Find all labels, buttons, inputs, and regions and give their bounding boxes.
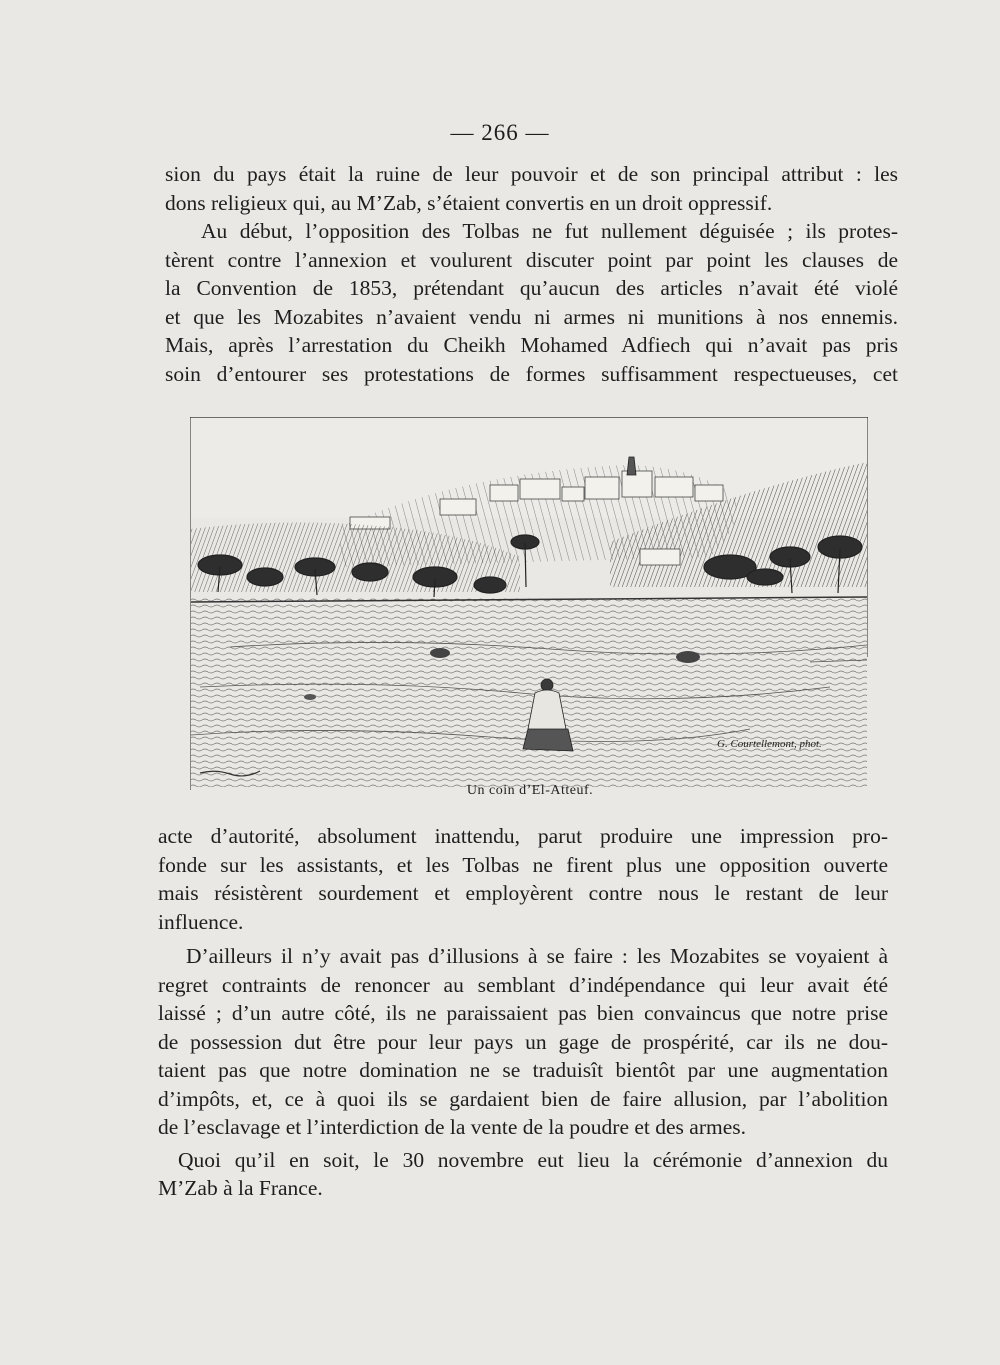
text-line: soin d’entourer ses protestations de formes suffisamment respectueuses, cet [165, 361, 898, 386]
text-line: de possession dut être pour leur pays un gage de prospérité, car ils ne dou- [158, 1029, 888, 1054]
text-line: fonde sur les assistants, et les Tolbas ne firent plus une opposition ouverte [158, 852, 888, 877]
text-line: tèrent contre l’annexion et voulurent discuter point par point les clauses de [165, 247, 898, 272]
text-line: sion du pays était la ruine de leur pouvoir et de son principal attribut : les [165, 162, 898, 186]
text-line: dons religieux qui, au M’Zab, s’étaient convertis en un droit oppressif. [165, 190, 773, 215]
text-line: d’impôts, et, ce à quoi ils se gardaient bien de faire allusion, par l’abolition [158, 1086, 888, 1111]
text-line: la Convention de 1853, prétendant qu’aucun des articles n’avait été violé [165, 276, 898, 300]
text-line: mais résistèrent sourdement et employèrent contre nous le restant de leur [158, 881, 888, 905]
text-line: influence. [158, 909, 244, 934]
engraving-illustration [190, 417, 868, 790]
figure-caption: Un coin d’El-Atteuf. [466, 783, 594, 798]
landscape-engraving [190, 417, 868, 790]
top-text-block [165, 160, 898, 388]
text-line: acte d’autorité, absolument inattendu, parut produire une impression pro- [158, 824, 888, 848]
text-line: D’ailleurs il n’y avait pas d’illusions à se faire : les Mozabites se voyaient à [186, 944, 888, 968]
text-line: et que les Mozabites n’avaient vendu ni armes ni munitions à nos ennemis. [165, 304, 898, 329]
text-line: M’Zab à la France. [158, 1176, 323, 1200]
bottom-text-block [158, 822, 888, 1203]
text-line: laissé ; d’un autre côté, ils ne paraissaient pas bien convaincus que notre prise [158, 1001, 888, 1025]
text-line: taient pas que notre domination ne se traduisît bientôt par une augmentation [158, 1058, 888, 1082]
page-number: — 266 — [450, 120, 550, 145]
text-line: Quoi qu’il en soit, le 30 novembre eut lieu la cérémonie d’annexion du [178, 1147, 888, 1172]
photo-credit: G. Courtellemont, phot. [717, 738, 822, 750]
text-line: Au début, l’opposition des Tolbas ne fut nullement déguisée ; ils protes- [201, 219, 898, 243]
text-line: de l’esclavage et l’interdiction de la vente de la poudre et des armes. [158, 1115, 747, 1139]
text-line: regret contraints de renoncer au semblant d’indépendance qui leur avait été [158, 972, 888, 997]
text-line: Mais, après l’arrestation du Cheikh Mohamed Adfiech qui n’avait pas pris [165, 333, 898, 357]
